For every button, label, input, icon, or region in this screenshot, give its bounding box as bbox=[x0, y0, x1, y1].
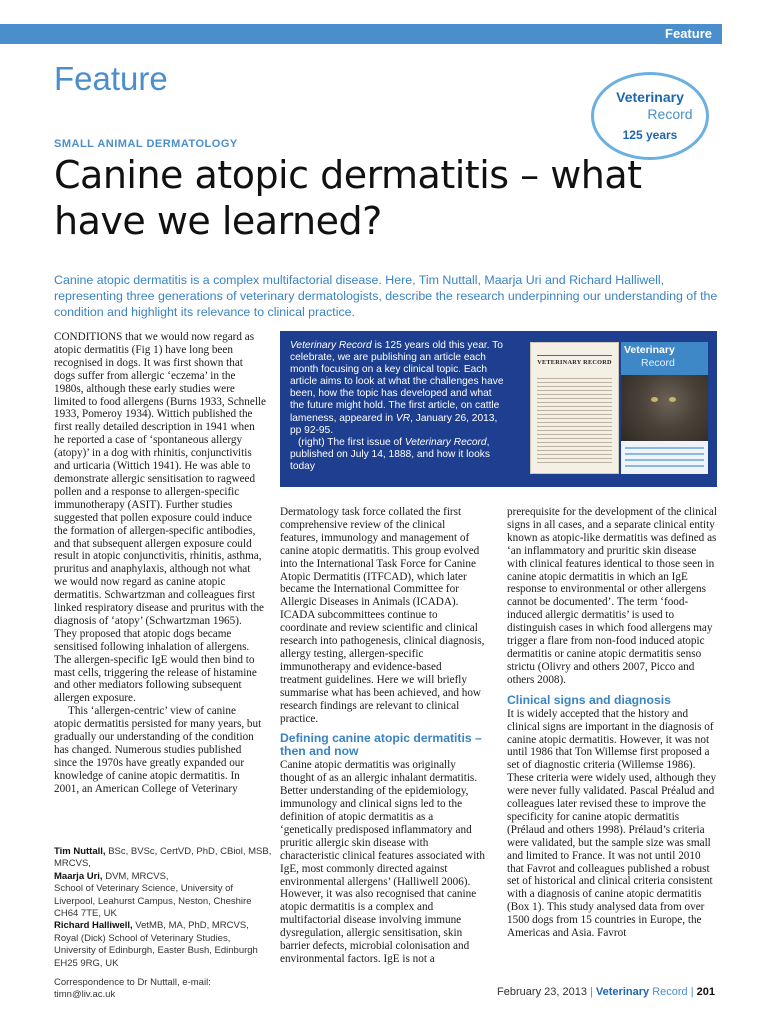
author-name: Maarja Uri, bbox=[54, 870, 103, 882]
issue-date: February 23, 2013 bbox=[497, 986, 587, 998]
anniversary-info-box bbox=[280, 331, 717, 487]
author-qualifications: BSc, BVSc, CertVD, PhD, CBiol, MSB, MRCVS, bbox=[54, 846, 272, 870]
footer-brand-record: Record bbox=[652, 986, 688, 998]
info-box-text bbox=[290, 340, 505, 473]
author-name: Tim Nuttall, bbox=[54, 846, 106, 857]
first-issue-cover-image bbox=[530, 342, 619, 474]
anniversary-badge bbox=[591, 72, 709, 160]
article-title bbox=[54, 152, 734, 244]
article-title-line2: have we learned? bbox=[54, 199, 382, 243]
cat-eye bbox=[669, 397, 676, 402]
body-paragraph: It is widely accepted that the history and clinical signs are important in the diagnosis of canine atopic dermatitis. However, it was not until 1986 that Ton Willemse first proposed a set of diagnostic criteria (Willemse 1986). These criteria were widely used, although they were never fully validated. Pascal Préalud and colleagues later revised these to improve the specificity for canine atopic dermatitis (Prélaud and others 1998). Prélaud’s criteria were validated, but the sample size was small and limited to France. It was not until 2010 that Favrot and colleagues published a robust set of historical and clinical criteria consistent with a diagnosis of canine atopic dermatitis (Box 1). This study analysed data from over 1500 dogs from 15 countries in Europe, the Americas and Asia. Favrot bbox=[507, 707, 717, 940]
body-paragraph: This ‘allergen-centric’ view of canine atopic dermatitis persisted for many years, but gradually our understanding of the condition has changed. Numerous studies published since the 1970s have greatly expanded our knowledge of canine atopic dermatitis. In 2001, an American College of Veterinary bbox=[54, 705, 262, 795]
journal-abbrev: VR bbox=[395, 412, 411, 424]
author-qualifications: VetMB, MA, PhD, MRCVS, bbox=[132, 920, 249, 932]
subheading-defining: Defining canine atopic dermatitis – then and now bbox=[280, 731, 482, 759]
info-box-text-part: is 125 years old this year. To celebrate, we are publishing an article each month focusing on a key clinical topic. Each article aims to look at what the challenges have been, how the topic has developed and what the future might hold. The first article, on cattle lameness, appeared in bbox=[290, 340, 504, 424]
body-paragraph: CONDITIONS that we would now regard as atopic dermatitis (Fig 1) have long been recognised in dogs. It was first shown that dogs suffer from allergic ‘eczema’ in the 1980s, although these early studies were limited to food allergens (Burns 1933, Schnelle 1933, Pomeroy 1934). Wittich published the first really detailed description in 1941 when he reported a case of ‘spontaneous allergy (atopy)’ in a dog with rhinitis, conjunctivitis and urticaria (Wittich 1941). He was able to demonstrate allergic sensitisation to ragweed pollen and a response to allergen-specific immunotherapy (ASIT). Further studies suggested that pollen exposure could induce the formation of allergen-specific antibodies, and that subsequent allergen exposure could result in atopic conjunctivitis, rhinitis, asthma, pruritus and anaphylaxis, although not what we would now regard as canine atopic dermatitis. Schwartzman and colleagues first linked respiratory disease and pruritus with the diagnosis of ‘atopy’ (Schwartzman 1965). They proposed that atopic dogs became sensitised following inhalation of allergens. The allergen-specific IgE would then bind to mast cells, triggering the release of histamine and other mediators following subsequent allergen exposure. bbox=[54, 331, 267, 705]
author-name: Richard Halliwell, bbox=[54, 920, 133, 932]
body-paragraph: Canine atopic dermatitis was originally thought of as an allergic inhalant dermatitis. Better understanding of the epidemiology, immunology and clinical signs led to the definition of atopic dermatitis as a ‘genetically predisposed inflammatory and pruritic allergic skin disease with characteristic clinical features associated with IgE, most commonly directed against environmental allergens’ (Halliwell 2006). However, it was also recognised that canine atopic dermatitis is a complex and multifactorial disease involving immune dysregulation, allergic sensitisation, skin barrier defects, microbial colonisation and environmental factors. IgE is not a bbox=[280, 759, 486, 965]
badge-line3: 125 years bbox=[622, 128, 678, 142]
footer-separator: | bbox=[690, 986, 694, 998]
new-cover-masthead-line2: Record bbox=[641, 357, 675, 369]
section-title: Feature bbox=[54, 60, 168, 97]
caption-text-part: (right) The first issue of bbox=[298, 436, 405, 448]
article-title-line1: Canine atopic dermatitis – what bbox=[54, 153, 642, 197]
body-paragraph: prerequisite for the development of the clinical signs in all cases, and a separate clinical entity known as atopic-like dermatitis was defined as ‘an inflammatory and pruritic skin disease with clinical features identical to those seen in canine atopic dermatitis in which an IgE response to environmental or other allergens cannot be documented’. The term ‘food-induced allergic dermatitis’ is used to distinguish cases in which food allergens may trigger a flare from non-food induced atopic dermatitis or canine atopic dermatitis senso strictu (Olivry and others 2007, Picco and others 2008). bbox=[507, 506, 717, 686]
article-standfirst: Canine atopic dermatitis is a complex multifactorial disease. Here, Tim Nuttall, Maarja Uri and Richard Halliwell, representing three generations of veterinary dermatologists, describe the research underpinning our understanding of the condition and highlight its relevance to clinical practice. bbox=[54, 273, 718, 319]
body-column-2 bbox=[280, 506, 485, 966]
author-affiliation: School of Veterinary Science, University of Liverpool, Leahurst Campus, Neston, Cheshire CH64 7TE, UK bbox=[54, 883, 252, 920]
correspondence-line: Correspondence to Dr Nuttall, e-mail: timn@liv.ac.uk bbox=[54, 977, 211, 1001]
badge-line1: Veterinary bbox=[616, 89, 684, 105]
body-column-1 bbox=[54, 331, 266, 796]
journal-name: Veterinary Record bbox=[290, 340, 372, 351]
author-block bbox=[54, 846, 274, 1002]
new-cover-contents-strip bbox=[621, 441, 708, 474]
caption-text-part: , published on July 14, 1888, and how it looks today bbox=[290, 436, 490, 472]
body-column-3 bbox=[507, 506, 717, 940]
author-qualifications: DVM, MRCVS, bbox=[102, 870, 169, 882]
page-footer bbox=[497, 986, 715, 998]
caption-journal-name: Veterinary Record bbox=[404, 436, 487, 448]
info-box-paragraph bbox=[290, 340, 505, 437]
badge-line2: Record bbox=[647, 106, 693, 122]
section-bar bbox=[0, 24, 722, 44]
subheading-clinical-signs: Clinical signs and diagnosis bbox=[507, 692, 671, 707]
info-box-text-part: , January 26, 2013, pp 92-95. bbox=[290, 412, 498, 436]
body-paragraph: Dermatology task force collated the first comprehensive review of the clinical features, immunology and management of canine atopic dermatitis. This group evolved into the International Task Force for Canine Atopic Dermatitis (ITFCAD), which later became the International Committee for Allergic Diseases in Animals (ICADA). ICADA subcommittees continue to coordinate and review scientific and clinical research into pathogenesis, clinical diagnosis, allergy testing, allergen-specific immunotherapy and evidence-based treatment guidelines. Here we will briefly summarise what has been achieved, and how research findings are relevant to clinical practice. bbox=[280, 506, 485, 725]
info-box-caption bbox=[290, 437, 505, 473]
article-kicker: SMALL ANIMAL DERMATOLOGY bbox=[54, 138, 238, 150]
author-entry bbox=[54, 871, 274, 883]
old-cover-masthead: VETERINARY RECORD bbox=[537, 359, 612, 366]
footer-brand-veterinary: Veterinary bbox=[595, 986, 650, 998]
new-cover-masthead-line1: Veterinary bbox=[624, 344, 675, 356]
current-issue-cover-image bbox=[621, 342, 708, 474]
section-tab: Feature bbox=[665, 26, 712, 41]
old-cover-text-lines bbox=[537, 375, 612, 465]
footer-separator: | bbox=[590, 986, 593, 998]
author-entry bbox=[54, 846, 274, 871]
cat-eye bbox=[651, 397, 658, 402]
author-entry bbox=[54, 920, 274, 932]
page-number: 201 bbox=[696, 986, 715, 998]
cover-rule bbox=[537, 355, 612, 356]
author-affiliation: Royal (Dick) School of Veterinary Studies, University of Edinburgh, Easter Bush, Edinburgh EH25 9RG, UK bbox=[54, 932, 258, 969]
cat-photo bbox=[621, 375, 708, 441]
